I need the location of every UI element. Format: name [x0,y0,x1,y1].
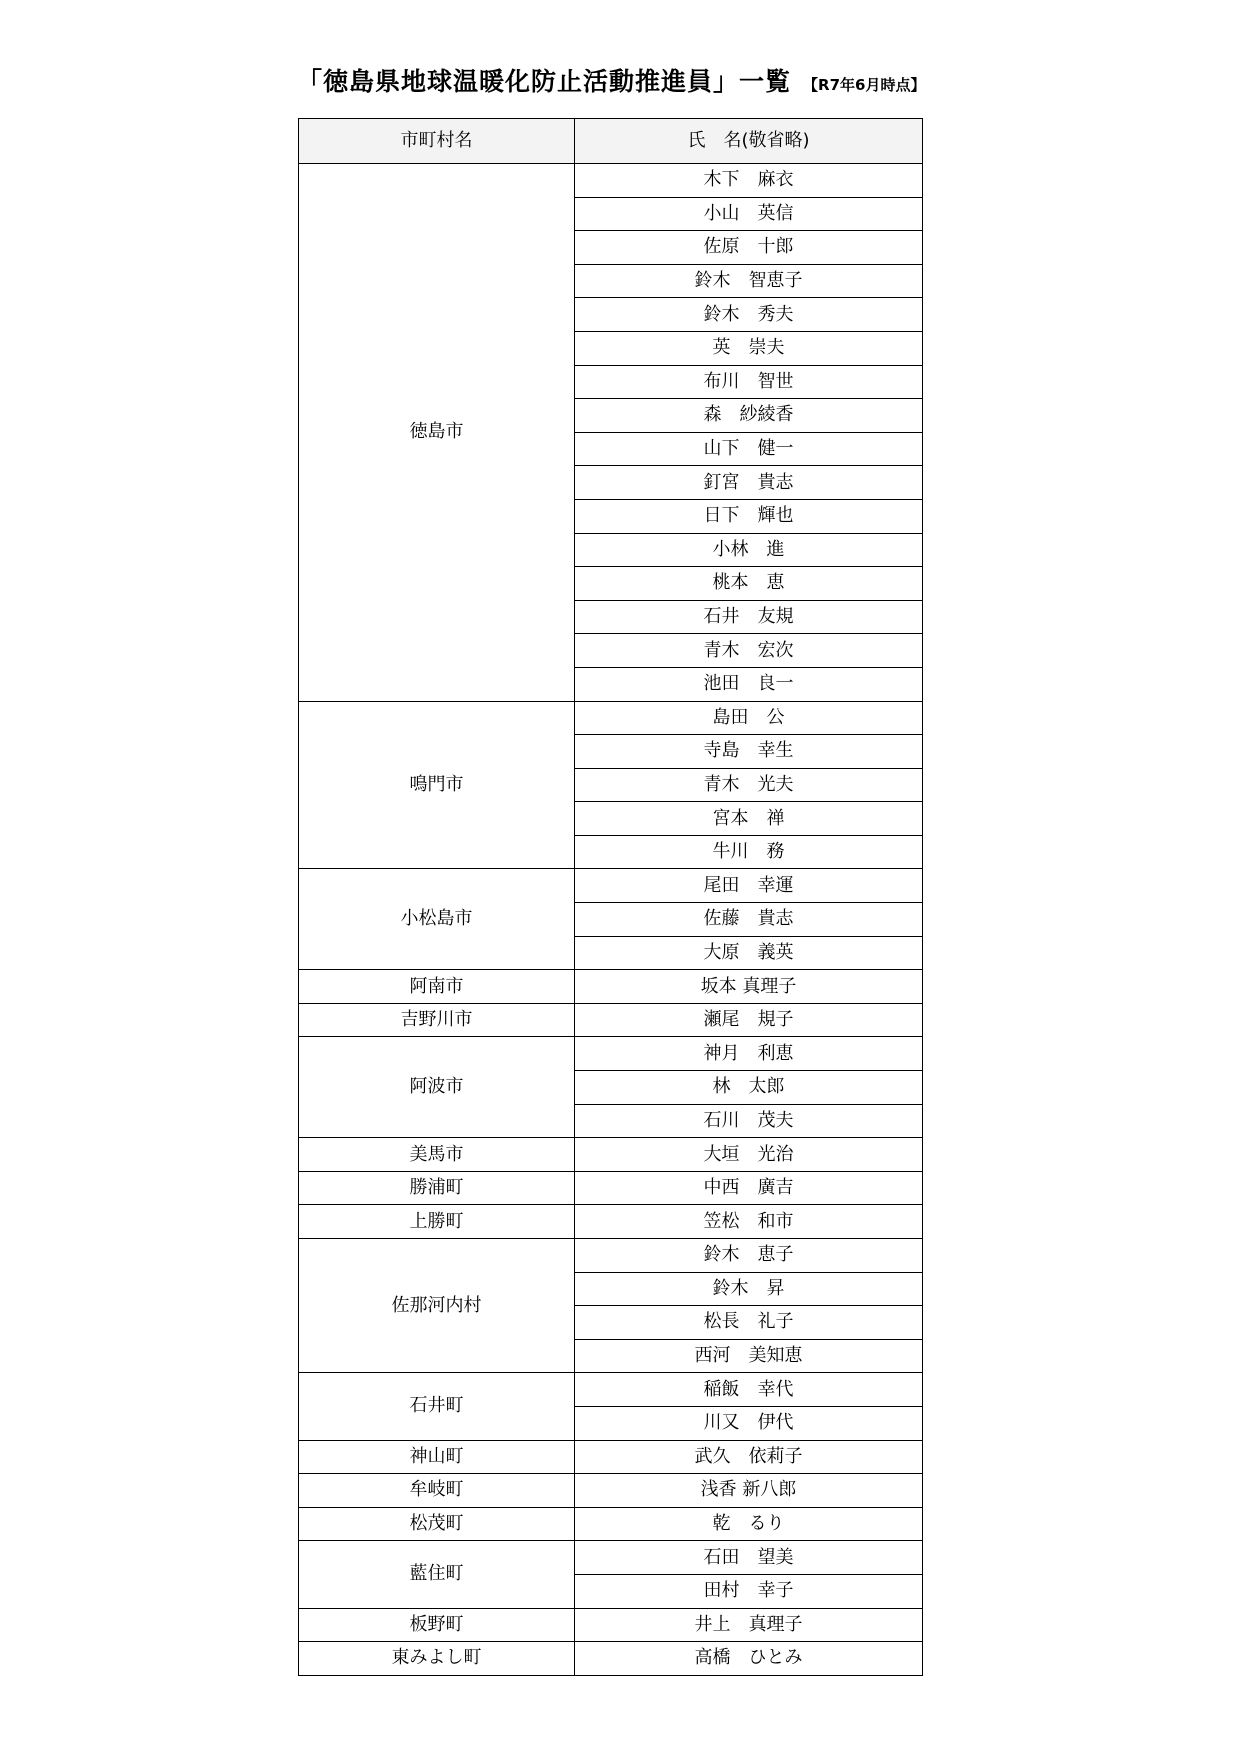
municipality-cell: 牟岐町 [299,1474,575,1508]
member-name-cell: 宮本 禅 [575,802,923,836]
member-name-cell: 石川 茂夫 [575,1104,923,1138]
member-name-cell: 井上 真理子 [575,1608,923,1642]
document-title [297,62,925,102]
member-name-cell: 山下 健一 [575,432,923,466]
table-row [299,1239,923,1273]
member-name-cell: 乾 るり [575,1507,923,1541]
table-row [299,1171,923,1205]
member-name-cell: 武久 依莉子 [575,1440,923,1474]
municipality-cell: 阿南市 [299,970,575,1004]
table-row [299,970,923,1004]
municipality-cell: 石井町 [299,1373,575,1440]
header-row [299,119,923,164]
municipality-cell: 鳴門市 [299,701,575,869]
member-name-cell: 寺島 幸生 [575,735,923,769]
municipality-cell: 松茂町 [299,1507,575,1541]
member-name-cell: 神月 利恵 [575,1037,923,1071]
member-name-cell: 川又 伊代 [575,1406,923,1440]
municipality-cell: 徳島市 [299,164,575,702]
member-name-cell: 田村 幸子 [575,1574,923,1608]
table-row [299,1608,923,1642]
table-row [299,1440,923,1474]
member-name-cell: 森 紗綾香 [575,399,923,433]
table-body [299,164,923,1676]
member-name-cell: 松長 礼子 [575,1306,923,1340]
member-name-cell: 佐藤 貴志 [575,903,923,937]
table-row [299,1205,923,1239]
municipality-cell: 東みよし町 [299,1642,575,1676]
member-name-cell: 中西 廣吉 [575,1171,923,1205]
member-name-cell: 大原 義英 [575,936,923,970]
table-row [299,701,923,735]
member-name-cell: 高橋 ひとみ [575,1642,923,1676]
member-name-cell: 大垣 光治 [575,1138,923,1172]
member-name-cell: 笠松 和市 [575,1205,923,1239]
municipality-cell: 上勝町 [299,1205,575,1239]
member-name-cell: 西河 美知恵 [575,1339,923,1373]
member-name-cell: 日下 輝也 [575,499,923,533]
municipality-cell: 小松島市 [299,869,575,970]
municipality-cell: 美馬市 [299,1138,575,1172]
member-name-cell: 浅香 新八郎 [575,1474,923,1508]
as-of-date: 【R7年6月時点】 [803,76,926,94]
table-row [299,1474,923,1508]
table-row [299,1507,923,1541]
municipality-cell: 阿波市 [299,1037,575,1138]
table-row [299,1003,923,1037]
table-row [299,1138,923,1172]
member-name-cell: 鈴木 恵子 [575,1239,923,1273]
member-name-cell: 青木 宏次 [575,634,923,668]
table-row [299,1642,923,1676]
municipality-header: 市町村名 [299,119,575,164]
table-row [299,1373,923,1407]
name-header: 氏 名(敬省略) [575,119,923,164]
member-name-cell: 島田 公 [575,701,923,735]
member-name-cell: 釘宮 貴志 [575,466,923,500]
member-name-cell: 桃本 恵 [575,567,923,601]
member-name-cell: 林 太郎 [575,1071,923,1105]
member-name-cell: 英 崇夫 [575,331,923,365]
title-main: 「徳島県地球温暖化防止活動推進員」一覧 [297,67,792,96]
municipality-cell: 勝浦町 [299,1171,575,1205]
municipality-cell: 吉野川市 [299,1003,575,1037]
member-name-cell: 鈴木 智恵子 [575,264,923,298]
member-name-cell: 坂本 真理子 [575,970,923,1004]
member-name-cell: 佐原 十郎 [575,231,923,265]
member-name-cell: 木下 麻衣 [575,164,923,198]
table-row [299,1541,923,1575]
member-name-cell: 鈴木 秀夫 [575,298,923,332]
member-name-cell: 尾田 幸運 [575,869,923,903]
table-row [299,869,923,903]
member-name-cell: 小林 進 [575,533,923,567]
municipality-cell: 藍住町 [299,1541,575,1608]
municipality-cell: 板野町 [299,1608,575,1642]
member-name-cell: 石井 友規 [575,600,923,634]
member-name-cell: 牛川 務 [575,835,923,869]
municipality-cell: 佐那河内村 [299,1239,575,1373]
member-name-cell: 青木 光夫 [575,768,923,802]
member-name-cell: 小山 英信 [575,197,923,231]
member-name-cell: 稲飯 幸代 [575,1373,923,1407]
member-name-cell: 池田 良一 [575,667,923,701]
member-name-cell: 瀬尾 規子 [575,1003,923,1037]
table-row [299,164,923,198]
member-name-cell: 鈴木 昇 [575,1272,923,1306]
promoter-table [298,118,923,1676]
table-row [299,1037,923,1071]
member-name-cell: 布川 智世 [575,365,923,399]
member-name-cell: 石田 望美 [575,1541,923,1575]
municipality-cell: 神山町 [299,1440,575,1474]
